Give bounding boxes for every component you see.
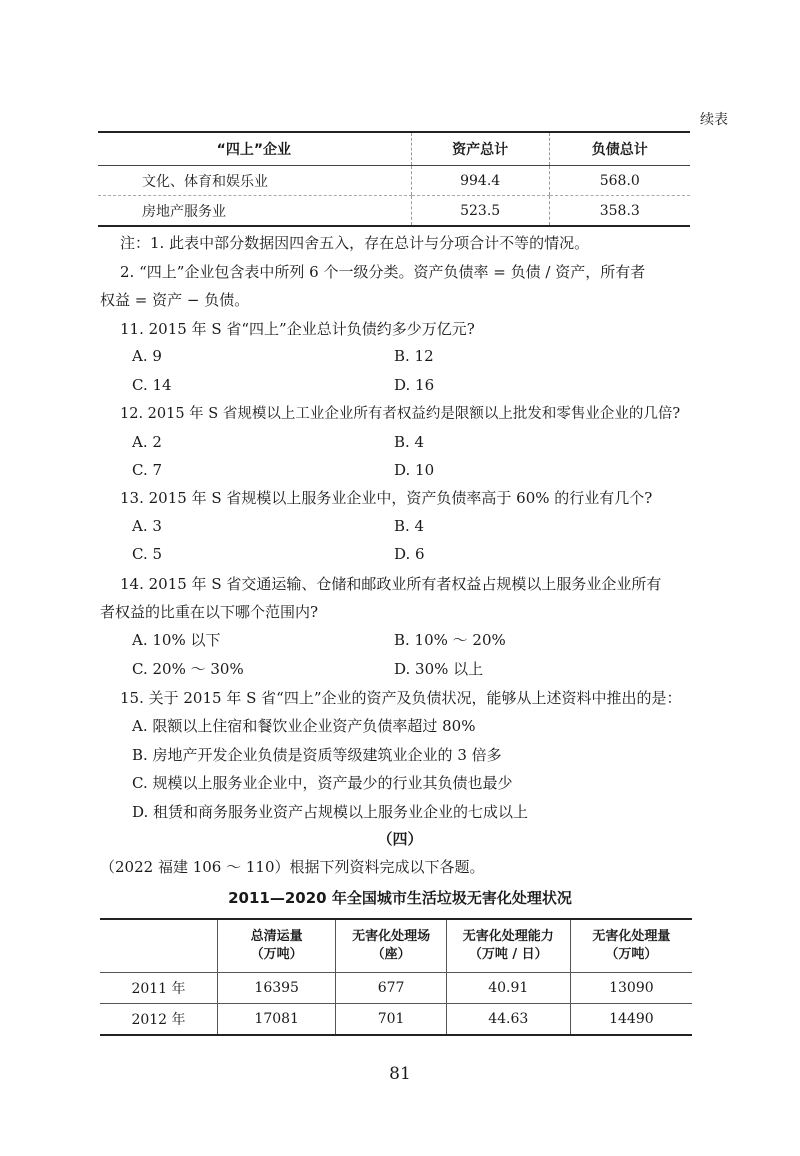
question-12-stem: 12. 2015 年 S 省规模以上工业企业所有者权益约是限额以上批发和零售业企业的几倍? [120,406,681,422]
continued-label: 续表 [700,112,728,128]
option-a: A. 3 [132,517,162,535]
option-b: B. 4 [394,433,425,451]
table-cell: 17081 [218,1004,336,1036]
page-number: 81 [389,1064,411,1084]
question-11-stem: 11. 2015 年 S 省“四上”企业总计负债约多少万亿元? [120,320,475,338]
table-cell: 13090 [570,973,692,1004]
assets-liabilities-table-continued [98,131,690,227]
header-unit: （万吨） [250,947,303,962]
column-header [218,919,336,973]
table-cell: 40.91 [446,973,570,1004]
table-cell: 701 [336,1004,446,1036]
column-header: “四上”企业 [216,142,292,158]
table-title: 2011—2020 年全国城市生活垃圾无害化处理状况 [228,889,572,907]
header-line: 无害化处理场 [352,929,431,944]
option-c: C. 规模以上服务业企业中，资产最少的行业其负债也最少 [132,774,513,792]
header-line: 无害化处理能力 [462,929,554,944]
note-1: 注：1. 此表中部分数据因四舍五入，存在总计与分项合计不等的情况。 [120,234,590,252]
option-c: C. 5 [132,545,163,563]
option-a: A. 9 [132,347,162,365]
option-c: C. 7 [132,461,163,479]
note-2: 2. “四上”企业包含表中所列 6 个一级分类。资产负债率 = 负债 / 资产，所有者 [120,263,646,281]
table-cell: 44.63 [446,1004,570,1036]
question-15-stem: 15. 关于 2015 年 S 省“四上”企业的资产及负债状况，能够从上述资料中推出的是： [120,689,682,707]
table-cell: 677 [336,973,446,1004]
column-header [100,919,218,973]
column-header [570,919,692,973]
option-d: D. 6 [394,545,425,563]
table-row [100,973,692,1004]
option-b: B. 12 [394,347,434,365]
option-d: D. 30% 以上 [394,660,484,678]
table-cell: 文化、体育和娱乐业 [98,166,411,196]
table-row [98,166,690,196]
option-a: A. 10% 以下 [132,631,221,649]
column-header: 资产总计 [411,132,549,166]
table-header-row [98,132,690,166]
table-cell: 358.3 [549,196,690,227]
option-d: D. 租赁和商务服务业资产占规模以上服务业企业的七成以上 [132,803,529,821]
year-cell: 2012 年 [131,1012,186,1028]
table-row [98,196,690,227]
header-unit: （座） [371,947,411,962]
table-cell: 14490 [570,1004,692,1036]
option-a: A. 2 [132,433,162,451]
option-b: B. 4 [394,517,425,535]
table-cell: 16395 [218,973,336,1004]
option-d: D. 10 [394,461,435,479]
section-intro: （2022 福建 106 ～ 110）根据下列资料完成以下各题。 [100,858,485,876]
column-header [446,919,570,973]
header-unit: （万吨 / 日） [468,947,548,962]
table-row [100,1004,692,1036]
question-14-stem-continued: 者权益的比重在以下哪个范围内? [100,603,319,621]
option-c: C. 14 [132,376,172,394]
table-cell: 523.5 [411,196,549,227]
option-b: B. 房地产开发企业负债是资质等级建筑业企业的 3 倍多 [132,746,502,764]
header-line: 总清运量 [250,929,303,944]
option-d: D. 16 [394,376,435,394]
question-14-stem: 14. 2015 年 S 省交通运输、仓储和邮政业所有者权益占规模以上服务业企业所有 [120,575,662,593]
year-cell: 2011 年 [100,973,218,1004]
column-header [336,919,446,973]
option-b: B. 10% ～ 20% [394,631,506,649]
section-title: （四） [377,830,423,848]
option-a: A. 限额以上住宿和餐饮业企业资产负债率超过 80% [132,717,476,735]
header-line: 无害化处理量 [592,929,671,944]
option-c: C. 20% ～ 30% [132,660,244,678]
question-13-stem: 13. 2015 年 S 省规模以上服务业企业中，资产负债率高于 60% 的行业有几个? [120,489,653,507]
header-unit: （万吨） [605,947,658,962]
table-cell: 房地产服务业 [142,203,226,220]
table-header-row [100,919,692,973]
garbage-treatment-table [100,918,692,1036]
table-cell: 994.4 [411,166,549,196]
column-header: 负债总计 [549,132,690,166]
note-2-continued: 权益 = 资产 − 负债。 [100,291,250,309]
table-cell: 568.0 [549,166,690,196]
